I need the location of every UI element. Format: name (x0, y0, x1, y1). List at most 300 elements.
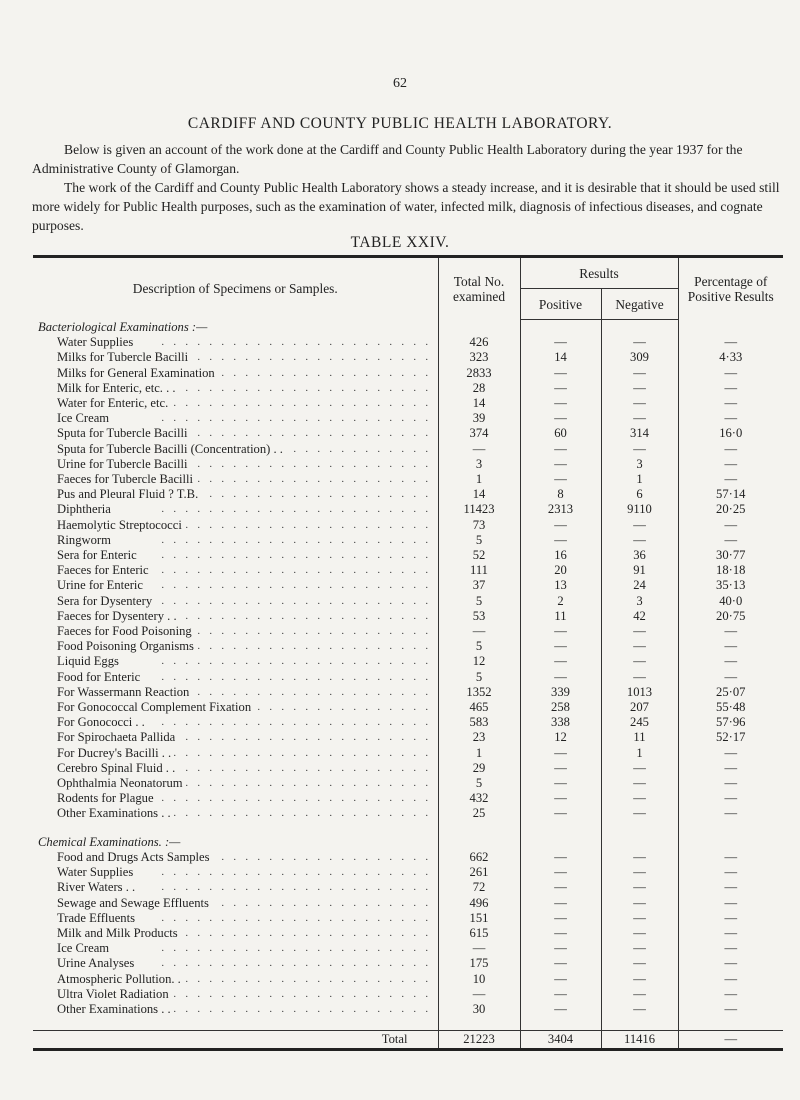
row-label (33, 381, 438, 396)
negative-count: — (601, 896, 678, 911)
percentage-positive: — (724, 941, 738, 956)
positive-count: 8 (520, 487, 601, 502)
total-examined: 14 (438, 396, 520, 411)
percentage-positive: 4·33 (719, 350, 743, 365)
table-title: TABLE XXIV. (350, 234, 450, 251)
total-examined: 5 (438, 776, 520, 791)
positive-count: — (520, 776, 601, 791)
total-examined: 12 (438, 654, 520, 669)
row-label (33, 578, 438, 593)
percentage-positive: — (724, 776, 738, 791)
table-row (33, 987, 783, 1002)
totals-total: 21223 (438, 1031, 520, 1050)
table-row (33, 457, 783, 472)
table-row (33, 533, 783, 548)
row-label (33, 472, 438, 487)
total-examined: 53 (438, 609, 520, 624)
positive-count: 14 (520, 350, 601, 365)
row-label-text: Sputa for Tubercle Bacilli (57, 426, 190, 440)
row-label (33, 700, 438, 715)
table-row (33, 502, 783, 517)
row-label (33, 685, 438, 700)
row-label (33, 987, 438, 1002)
positive-count: 13 (520, 578, 601, 593)
negative-count: — (601, 956, 678, 971)
row-label (33, 563, 438, 578)
table-row (33, 941, 783, 956)
row-label (33, 487, 438, 502)
negative-count: — (601, 411, 678, 426)
table-row (33, 896, 783, 911)
total-examined: 1 (438, 472, 520, 487)
negative-count: — (601, 791, 678, 806)
table-row (33, 715, 783, 730)
table-row (33, 865, 783, 880)
total-examined: 615 (438, 926, 520, 941)
table-row (33, 350, 783, 365)
total-examined: 73 (438, 518, 520, 533)
total-examined: — (438, 442, 520, 457)
row-label-text: Diphtheria (57, 502, 114, 516)
negative-count: 3 (601, 594, 678, 609)
row-label-text: Sputa for Tubercle Bacilli (Concentration) . . (57, 442, 286, 456)
results-table (33, 255, 783, 1051)
total-examined: 5 (438, 594, 520, 609)
percentage-positive: — (724, 880, 738, 895)
positive-count: 12 (520, 730, 601, 745)
totals-label: Total (33, 1031, 438, 1050)
total-examined: 175 (438, 956, 520, 971)
total-examined: 52 (438, 548, 520, 563)
table-row (33, 850, 783, 865)
total-examined: 37 (438, 578, 520, 593)
percentage-positive: — (724, 669, 738, 684)
row-label (33, 670, 438, 685)
row-label-text: Food and Drugs Acts Samples (57, 850, 213, 864)
row-label (33, 548, 438, 563)
row-label (33, 806, 438, 821)
negative-count: — (601, 911, 678, 926)
section-row (33, 320, 783, 336)
total-examined: 11423 (438, 502, 520, 517)
row-label-text: Rodents for Plague (57, 791, 157, 805)
row-label (33, 746, 438, 761)
table-row (33, 670, 783, 685)
row-label-text: Milk and Milk Products (57, 926, 181, 940)
row-label-text: For Gonococci . . (57, 715, 148, 729)
positive-count: — (520, 941, 601, 956)
row-label (33, 715, 438, 730)
row-label (33, 776, 438, 791)
percentage-positive: — (724, 791, 738, 806)
percentage-positive: — (724, 745, 738, 760)
negative-count: — (601, 761, 678, 776)
table-row (33, 880, 783, 895)
table-row (33, 700, 783, 715)
negative-count: 1 (601, 472, 678, 487)
total-examined: 1 (438, 746, 520, 761)
negative-count: 1013 (601, 685, 678, 700)
positive-count: — (520, 791, 601, 806)
positive-count: — (520, 533, 601, 548)
row-label-text: Urine for Enteric (57, 578, 146, 592)
percentage-positive: 20·25 (716, 502, 746, 517)
row-label (33, 791, 438, 806)
row-label-text: Cerebro Spinal Fluid . . (57, 761, 178, 775)
table-row (33, 472, 783, 487)
total-examined: 10 (438, 972, 520, 987)
row-label (33, 730, 438, 745)
row-label (33, 411, 438, 426)
negative-count: — (601, 366, 678, 381)
negative-count: — (601, 335, 678, 350)
table-row (33, 926, 783, 941)
percentage-positive: — (724, 865, 738, 880)
table-row (33, 685, 783, 700)
negative-count: 309 (601, 350, 678, 365)
percentage-positive: 16·0 (719, 426, 743, 441)
total-examined: 23 (438, 730, 520, 745)
positive-count: 2313 (520, 502, 601, 517)
percentage-positive: — (724, 849, 738, 864)
percentage-positive: 30·77 (716, 548, 746, 563)
positive-count: — (520, 670, 601, 685)
row-label-text: Water Supplies (57, 335, 136, 349)
table-row (33, 442, 783, 457)
table-body (33, 320, 783, 1050)
positive-count: 16 (520, 548, 601, 563)
positive-count: — (520, 518, 601, 533)
percentage-positive: 18·18 (716, 563, 746, 578)
negative-count: 314 (601, 426, 678, 441)
row-label-text: Faeces for Enteric (57, 563, 152, 577)
positive-count: — (520, 381, 601, 396)
header-results: Results (520, 257, 678, 289)
negative-count: 24 (601, 578, 678, 593)
spacer-row (33, 1017, 783, 1031)
percentage-positive: — (724, 925, 738, 940)
positive-count: 2 (520, 594, 601, 609)
table-row (33, 911, 783, 926)
row-label-text: Ice Cream (57, 941, 112, 955)
total-examined: 3 (438, 457, 520, 472)
header-positive: Positive (520, 289, 601, 320)
percentage-positive: — (724, 365, 738, 380)
percentage-positive: — (724, 1001, 738, 1016)
negative-count: 6 (601, 487, 678, 502)
percentage-positive: — (724, 654, 738, 669)
negative-count: — (601, 865, 678, 880)
positive-count: — (520, 654, 601, 669)
negative-count: — (601, 639, 678, 654)
total-examined: 583 (438, 715, 520, 730)
row-label (33, 926, 438, 941)
negative-count: 9110 (601, 502, 678, 517)
positive-count: — (520, 746, 601, 761)
table-row (33, 518, 783, 533)
positive-count: — (520, 457, 601, 472)
positive-count: — (520, 896, 601, 911)
row-label-text: Ultra Violet Radiation (57, 987, 172, 1001)
negative-count: — (601, 987, 678, 1002)
row-label-text: Pus and Pleural Fluid ? T.B. (57, 487, 201, 501)
positive-count: — (520, 442, 601, 457)
table-row (33, 1002, 783, 1017)
row-label (33, 502, 438, 517)
section-title: Chemical Examinations. :— (33, 835, 438, 850)
row-label-text: Milk for Enteric, etc. . . (57, 381, 179, 395)
totals-positive: 3404 (520, 1031, 601, 1050)
row-label-text: Sera for Dysentery (57, 594, 155, 608)
table-row (33, 730, 783, 745)
positive-count: — (520, 472, 601, 487)
positive-count: — (520, 366, 601, 381)
intro-paragraph: Below is given an account of the work done at the Cardiff and County Public Health Laboratory during the year 1937 for the Administrative County of Glamorgan. (32, 142, 743, 176)
negative-count: — (601, 624, 678, 639)
table-row (33, 776, 783, 791)
positive-count: — (520, 806, 601, 821)
row-label-text: Faeces for Tubercle Bacilli (57, 472, 196, 486)
total-examined: 39 (438, 411, 520, 426)
total-examined: 323 (438, 350, 520, 365)
percentage-positive: — (724, 971, 738, 986)
negative-count: 207 (601, 700, 678, 715)
row-label (33, 911, 438, 926)
row-label-text: Urine Analyses (57, 956, 137, 970)
row-label-text: Other Examinations . . (57, 1002, 174, 1016)
negative-count: 11 (601, 730, 678, 745)
row-label (33, 609, 438, 624)
percentage-positive: — (724, 396, 738, 410)
total-examined: 432 (438, 791, 520, 806)
table-row (33, 761, 783, 776)
row-label-text: For Wassermann Reaction (57, 685, 192, 699)
positive-count: — (520, 850, 601, 865)
total-examined: — (438, 624, 520, 639)
totals-negative: 11416 (601, 1031, 678, 1050)
table-row (33, 594, 783, 609)
row-label-text: Food Poisoning Organisms (57, 639, 197, 653)
positive-count: — (520, 335, 601, 350)
positive-count: — (520, 1002, 601, 1017)
percentage-positive: 57·14 (716, 487, 746, 502)
table-row (33, 791, 783, 806)
row-label (33, 366, 438, 381)
table-row (33, 624, 783, 639)
percentage-positive: 40·0 (719, 593, 743, 608)
positive-count: — (520, 926, 601, 941)
row-label (33, 972, 438, 987)
total-examined: 5 (438, 670, 520, 685)
negative-count: 3 (601, 457, 678, 472)
row-label-text: Faeces for Dysentery . . (57, 609, 180, 623)
percentage-positive: — (724, 910, 738, 925)
table-row (33, 972, 783, 987)
table-row (33, 381, 783, 396)
header-total: Total No. examined (438, 257, 520, 320)
page-number: 62 (393, 76, 407, 91)
row-label-text: Water Supplies (57, 865, 136, 879)
table-row (33, 639, 783, 654)
table-row (33, 654, 783, 669)
percentage-positive: — (724, 532, 738, 547)
row-label (33, 761, 438, 776)
positive-count: — (520, 880, 601, 895)
row-label-text: Ophthalmia Neonatorum (57, 776, 186, 790)
positive-count: — (520, 761, 601, 776)
row-label (33, 442, 438, 457)
table-row (33, 426, 783, 441)
table-row (33, 411, 783, 426)
row-label-text: Liquid Eggs (57, 654, 122, 668)
percentage-positive: — (724, 380, 738, 395)
positive-count: — (520, 987, 601, 1002)
row-label-text: For Gonococcal Complement Fixation (57, 700, 254, 714)
row-label (33, 533, 438, 548)
percentage-positive: 35·13 (716, 578, 746, 593)
positive-count: — (520, 639, 601, 654)
positive-count: — (520, 624, 601, 639)
table-row (33, 487, 783, 502)
table-row (33, 609, 783, 624)
row-label (33, 624, 438, 639)
row-label (33, 865, 438, 880)
percentage-positive: — (724, 895, 738, 910)
spacer-row (33, 822, 783, 835)
percentage-positive: — (724, 335, 738, 350)
row-label (33, 350, 438, 365)
percentage-positive: — (724, 956, 738, 971)
header-negative: Negative (601, 289, 678, 320)
row-label (33, 880, 438, 895)
row-label-text: Atmospheric Pollution. . (57, 972, 184, 986)
header-description: Description of Specimens or Samples. (33, 257, 438, 320)
table-row (33, 806, 783, 821)
table-row (33, 746, 783, 761)
totals-percentage: — (678, 1031, 783, 1050)
table-row (33, 548, 783, 563)
total-examined: 1352 (438, 685, 520, 700)
row-label-text: River Waters . . (57, 880, 138, 894)
negative-count: — (601, 926, 678, 941)
section-title: Bacteriological Examinations :— (33, 320, 438, 336)
positive-count: — (520, 396, 601, 411)
row-label-text: For Spirochaeta Pallida (57, 730, 178, 744)
negative-count: — (601, 941, 678, 956)
row-label-text: For Ducrey's Bacilli . . (57, 746, 174, 760)
total-examined: 2833 (438, 366, 520, 381)
page-title: CARDIFF AND COUNTY PUBLIC HEALTH LABORATORY. (187, 115, 613, 132)
row-label-text: Trade Effluents (57, 911, 138, 925)
totals-row (33, 1031, 783, 1050)
row-label (33, 639, 438, 654)
negative-count: — (601, 396, 678, 411)
positive-count: 11 (520, 609, 601, 624)
row-label (33, 850, 438, 865)
total-examined: 5 (438, 533, 520, 548)
negative-count: 245 (601, 715, 678, 730)
negative-count: 36 (601, 548, 678, 563)
row-label (33, 518, 438, 533)
positive-count: — (520, 956, 601, 971)
total-examined: 496 (438, 896, 520, 911)
total-examined: 261 (438, 865, 520, 880)
total-examined: 29 (438, 761, 520, 776)
positive-count: 339 (520, 685, 601, 700)
percentage-positive: — (724, 411, 738, 426)
negative-count: — (601, 442, 678, 457)
total-examined: 151 (438, 911, 520, 926)
total-examined: 426 (438, 335, 520, 350)
row-label (33, 396, 438, 411)
row-label-text: Milks for Tubercle Bacilli (57, 350, 191, 364)
header-percentage: Percentage of Positive Results (678, 257, 783, 320)
negative-count: — (601, 381, 678, 396)
positive-count: 258 (520, 700, 601, 715)
total-examined: 30 (438, 1002, 520, 1017)
row-label-text: Food for Enteric (57, 670, 143, 684)
negative-count: — (601, 776, 678, 791)
positive-count: — (520, 865, 601, 880)
percentage-positive: — (724, 441, 738, 456)
section-row (33, 835, 783, 850)
row-label-text: Sewage and Sewage Effluents (57, 896, 212, 910)
percentage-positive: — (724, 472, 738, 487)
negative-count: — (601, 533, 678, 548)
percentage-positive: — (724, 639, 738, 654)
row-label (33, 896, 438, 911)
negative-count: — (601, 850, 678, 865)
table-row (33, 396, 783, 411)
row-label (33, 426, 438, 441)
total-examined: 28 (438, 381, 520, 396)
percentage-positive: 57·96 (716, 715, 746, 730)
total-examined: — (438, 941, 520, 956)
positive-count: 338 (520, 715, 601, 730)
table-row (33, 956, 783, 971)
percentage-positive: — (724, 517, 738, 532)
table-row (33, 366, 783, 381)
total-examined: — (438, 987, 520, 1002)
total-examined: 111 (438, 563, 520, 578)
negative-count: — (601, 880, 678, 895)
percentage-positive: — (724, 760, 738, 775)
negative-count: — (601, 670, 678, 685)
negative-count: 42 (601, 609, 678, 624)
percentage-positive: — (724, 986, 738, 1001)
row-label-text: Haemolytic Streptococci (57, 518, 185, 532)
positive-count: — (520, 911, 601, 926)
negative-count: — (601, 1002, 678, 1017)
positive-count: 60 (520, 426, 601, 441)
total-examined: 25 (438, 806, 520, 821)
row-label (33, 457, 438, 472)
negative-count: 1 (601, 746, 678, 761)
row-label-text: Urine for Tubercle Bacilli (57, 457, 190, 471)
description-paragraph: The work of the Cardiff and County Public Health Laboratory shows a steady increase, and it is desirable that it should be used still more widely for Public Health purposes, such as the examination of water, infected milk, diagnosis of infectious diseases, and cognate purposes. (32, 180, 780, 233)
negative-count: — (601, 806, 678, 821)
percentage-positive: — (724, 806, 738, 821)
total-examined: 14 (438, 487, 520, 502)
row-label (33, 1002, 438, 1017)
row-label (33, 594, 438, 609)
positive-count: — (520, 972, 601, 987)
total-examined: 72 (438, 880, 520, 895)
row-label-text: Faeces for Food Poisoning (57, 624, 195, 638)
positive-count: 20 (520, 563, 601, 578)
total-examined: 5 (438, 639, 520, 654)
row-label-text: Sera for Enteric (57, 548, 140, 562)
